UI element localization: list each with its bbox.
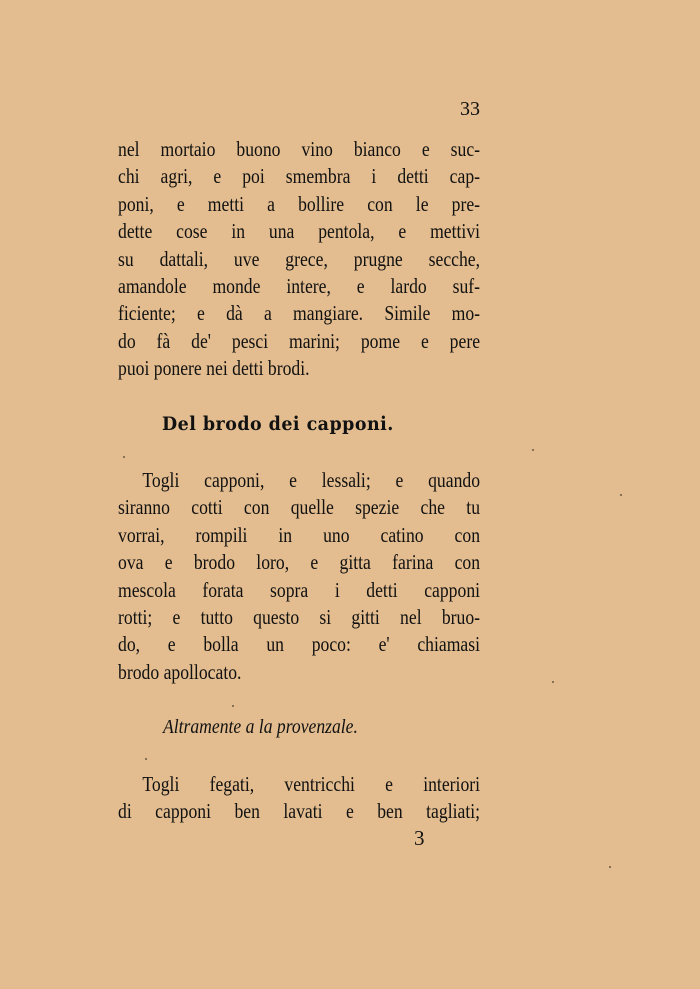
text-line: poni, e metti a bollire con le pre- <box>118 191 481 216</box>
text-line: brodo apollocato. <box>118 659 242 684</box>
page-number: 33 <box>460 98 480 120</box>
section-heading-provenzale: Altramente a la provenzale. <box>163 716 358 738</box>
paragraph-3 <box>118 771 480 826</box>
text-line: do, e bolla un poco: e' chiamasi <box>118 632 481 657</box>
text-line: Togli fegati, ventricchi e interiori <box>142 772 481 796</box>
paper-speck <box>609 866 611 868</box>
paragraph-1 <box>118 136 480 383</box>
paper-speck <box>232 705 234 707</box>
text-line: dette cose in una pentola, e mettivi <box>118 219 481 244</box>
paper-speck <box>123 456 125 458</box>
section-heading-brodo-capponi: Del brodo dei capponi. <box>162 413 394 435</box>
paper-speck <box>620 494 622 496</box>
text-line: do fà de' pesci marini; pome e pere <box>118 328 481 353</box>
text-line: mescola forata sopra i detti capponi <box>118 577 481 602</box>
paper-speck <box>532 449 534 451</box>
text-line: di capponi ben lavati e ben tagliati; <box>118 799 481 824</box>
paper-speck <box>552 681 554 683</box>
text-line: ficiente; e dà a mangiare. Simile mo- <box>118 301 481 326</box>
text-line: vorrai, rompili in uno catino con <box>118 522 481 547</box>
text-line: ova e brodo loro, e gitta farina con <box>118 550 481 575</box>
paragraph-2 <box>118 467 480 686</box>
paper-speck <box>145 758 147 760</box>
text-line: nel mortaio buono vino bianco e suc- <box>118 137 481 161</box>
text-line: su dattali, uve grece, prugne secche, <box>118 246 481 271</box>
text-line: siranno cotti con quelle spezie che tu <box>118 495 481 520</box>
signature-mark: 3 <box>414 826 425 850</box>
text-line: Togli capponi, e lessali; e quando <box>142 468 481 492</box>
text-line: rotti; e tutto questo si gitti nel bruo- <box>118 604 481 629</box>
text-line: chi agri, e poi smembra i detti cap- <box>118 164 481 189</box>
text-line: amandole monde intere, e lardo suf- <box>118 273 481 298</box>
text-line: puoi ponere nei detti brodi. <box>118 356 310 381</box>
